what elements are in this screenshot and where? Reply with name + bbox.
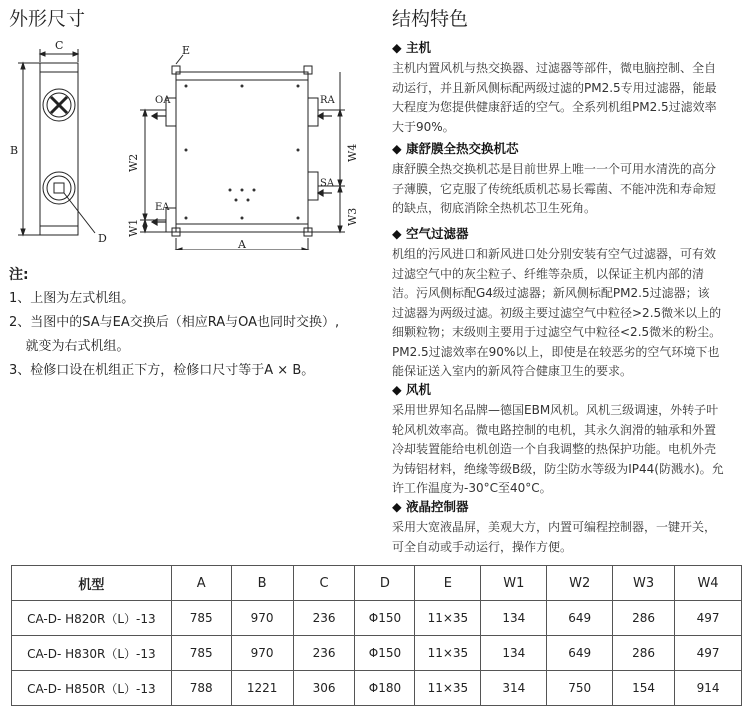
table-cell: 11×35: [415, 671, 481, 706]
table-row: [12, 671, 742, 706]
section-title: ◆ 风机: [392, 382, 431, 397]
table-cell: 306: [293, 671, 355, 706]
note-line: 就变为右式机组。: [9, 339, 130, 354]
features-heading: 结构特色: [392, 8, 469, 30]
table-cell: 134: [481, 636, 547, 671]
table-cell: 649: [547, 601, 613, 636]
section-body: 机组的污风进口和新风进口处分别安装有空气过滤器，可有效 过滤空气中的灰尘粒子、纤维等杂质，以保证主机内部的清 洁。污风侧标配G4级过滤器；新风侧标配PM2.5过滤器；该 过滤器为两级过滤。初级主要过滤空气中粒径>2.5微米以上的 细颗粒物；末级则主要用于过滤空气中粒径<2.5微米的粉尘。 PM2.5过滤效率在90%以上，即使是在较恶劣的空气环境下也 能保证送入室内的新风符合健康卫生的要求。: [392, 247, 722, 378]
table-cell: Φ150: [355, 601, 415, 636]
table-header: W2: [547, 566, 613, 601]
section-title: ◆ 液晶控制器: [392, 499, 469, 514]
table-cell: 788: [171, 671, 231, 706]
table-cell: 497: [675, 601, 742, 636]
front-view: [140, 55, 345, 250]
table-cell: CA-D- H820R（L）-13: [12, 601, 172, 636]
label-w3: W3: [346, 207, 359, 226]
table-cell: 286: [613, 601, 675, 636]
label-sa: SA: [320, 178, 335, 189]
table-cell: 1221: [231, 671, 293, 706]
dimensions-heading: 外形尺寸: [9, 8, 86, 30]
table-cell: 914: [675, 671, 742, 706]
table-header: W3: [613, 566, 675, 601]
section-title: ◆ 主机: [392, 40, 431, 55]
table-cell: 785: [171, 636, 231, 671]
table-cell: 497: [675, 636, 742, 671]
table-cell: 750: [547, 671, 613, 706]
table-header: W4: [675, 566, 742, 601]
table-cell: 154: [613, 671, 675, 706]
section-body: 主机内置风机与热交换器、过滤器等部件，微电脑控制、全自 动运行，并且新风侧标配两级过滤的PM2.5专用过滤器，能最 大程度为您提供健康舒适的空气。全系列机组PM2.5过滤效率 大于90%。: [392, 61, 717, 134]
table-header: D: [355, 566, 415, 601]
table-cell: 314: [481, 671, 547, 706]
label-ra: RA: [320, 95, 335, 106]
table-cell: 134: [481, 601, 547, 636]
table-header: W1: [481, 566, 547, 601]
table-cell: 785: [171, 601, 231, 636]
table-header: 机型: [12, 566, 172, 601]
section-body: 采用世界知名品牌—德国EBM风机。风机三级调速，外转子叶 轮风机效率高。微电路控制的电机，其永久润滑的轴承和外置 冷却装置能给电机创造一个自我调整的热保护功能。电机外壳 为铸铝材料，绝缘等级B级，防尘防水等级为IP44(防溅水)。允 许工作温度为-30°C至40°C。: [392, 403, 724, 495]
label-w4: W4: [346, 143, 359, 162]
section-body: 采用大宽液晶屏，美观大方，内置可编程控制器，一键开关， 可全自动或手动运行，操作方便。: [392, 520, 717, 554]
dimension-drawing: [0, 30, 375, 250]
airflow-arrows: [152, 113, 332, 225]
label-oa: OA: [155, 95, 171, 106]
label-e: E: [182, 44, 191, 57]
table-header: A: [171, 566, 231, 601]
table-row: [12, 601, 742, 636]
table-cell: CA-D- H850R（L）-13: [12, 671, 172, 706]
table-cell: 649: [547, 636, 613, 671]
note-line: 1、上图为左式机组。: [9, 291, 135, 306]
note-line: 2、当图中的SA与EA交换后（相应RA与OA也同时交换）,: [9, 315, 340, 330]
table-cell: 236: [293, 636, 355, 671]
table-cell: 236: [293, 601, 355, 636]
screw-dots: [185, 85, 300, 220]
section-title: ◆ 空气过滤器: [392, 226, 469, 241]
table-cell: CA-D- H830R（L）-13: [12, 636, 172, 671]
label-c: C: [55, 39, 64, 52]
section-air-filter: [392, 224, 748, 382]
label-ea: EA: [155, 202, 170, 213]
table-header: E: [415, 566, 481, 601]
table-header: C: [293, 566, 355, 601]
spec-table: [11, 565, 742, 706]
table-row: [12, 636, 742, 671]
table-cell: 286: [613, 636, 675, 671]
section-main-unit: [392, 38, 748, 137]
table-cell: 970: [231, 636, 293, 671]
section-title: ◆ 康舒膜全热交换机芯: [392, 141, 519, 156]
section-heat-exchanger: [392, 139, 748, 219]
section-body: 康舒膜全热交换机芯是目前世界上唯一一个可用水清洗的高分 子薄膜，它克服了传统纸质机芯易长霉菌、不能冲洗和寿命短 的缺点，彻底消除全热机芯卫生死角。: [392, 162, 717, 215]
section-lcd-controller: [392, 497, 748, 557]
notes-title: 注:: [9, 267, 29, 283]
label-d: D: [98, 232, 107, 245]
table-header: B: [231, 566, 293, 601]
table-cell: Φ150: [355, 636, 415, 671]
section-fan: [392, 380, 748, 499]
table-cell: Φ180: [355, 671, 415, 706]
table-header-row: [12, 566, 742, 601]
table-cell: 11×35: [415, 601, 481, 636]
label-a: A: [238, 238, 246, 250]
table-cell: 970: [231, 601, 293, 636]
label-w1: W1: [127, 218, 140, 237]
label-w2: W2: [127, 153, 140, 172]
table-cell: 11×35: [415, 636, 481, 671]
side-view: [18, 49, 95, 235]
note-line: 3、检修口设在机组正下方，检修口尺寸等于A × B。: [9, 363, 315, 378]
label-b: B: [10, 144, 19, 157]
